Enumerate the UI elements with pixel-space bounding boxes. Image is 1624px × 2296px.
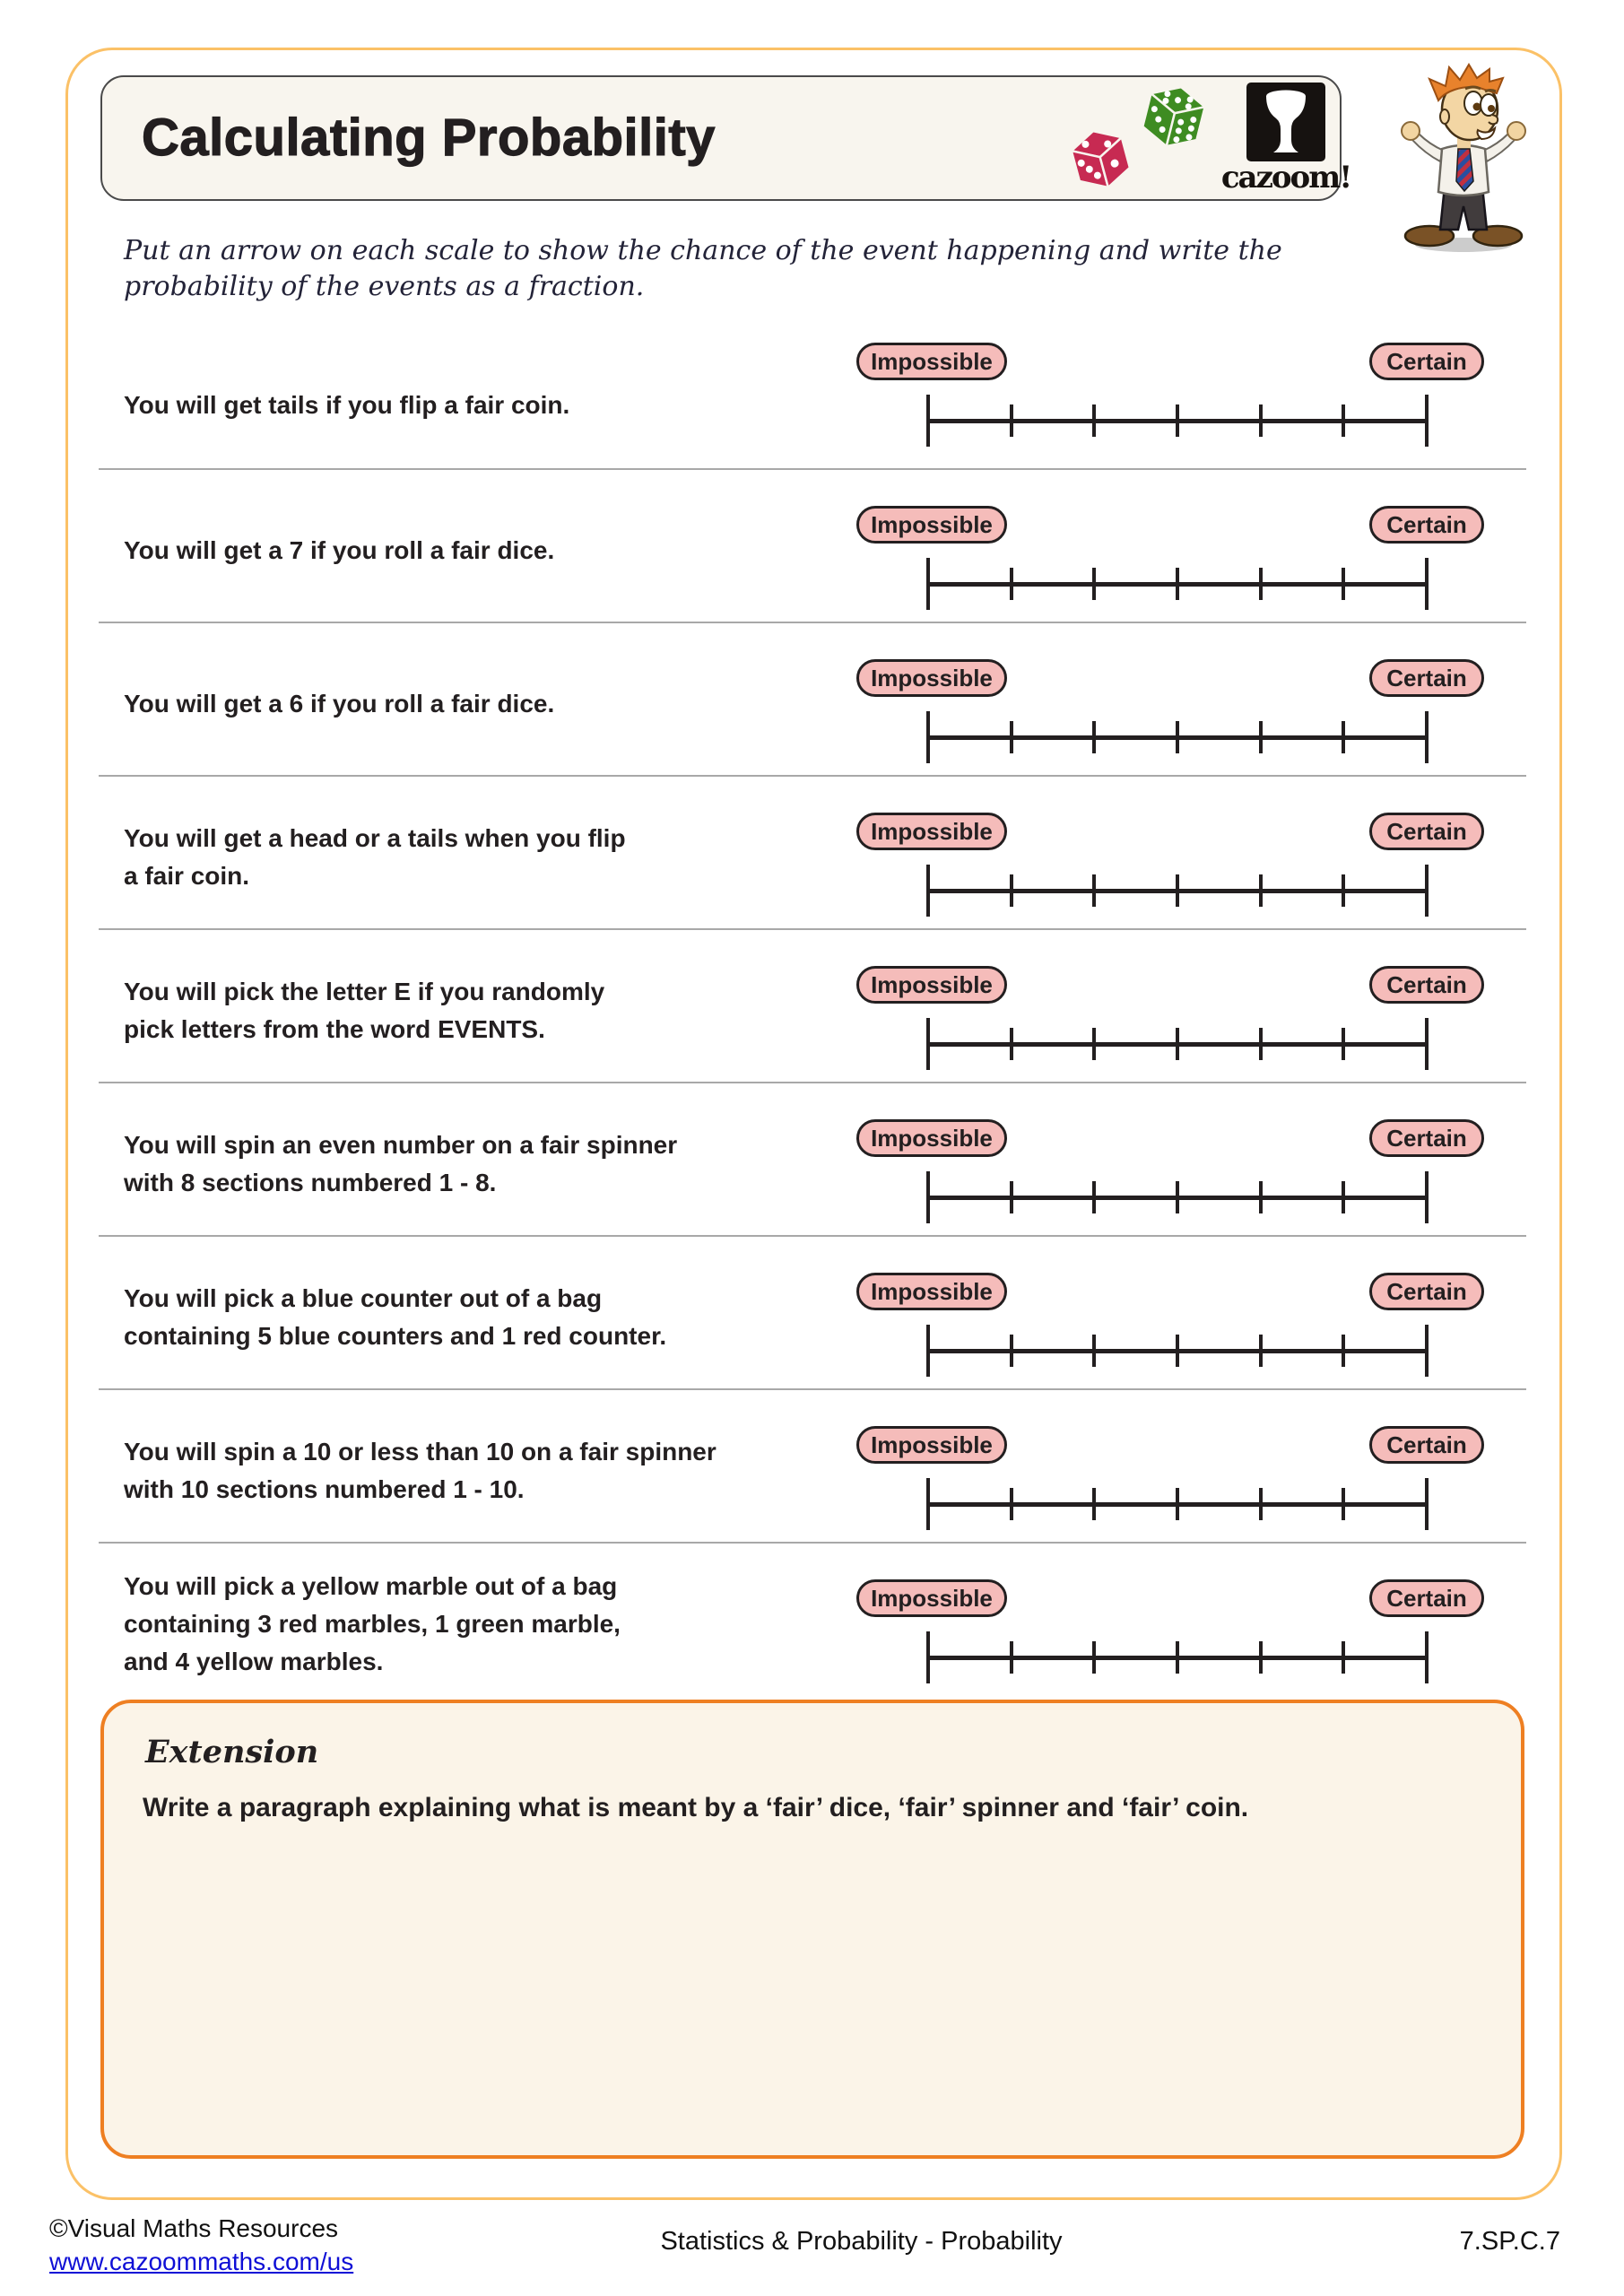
scale-track[interactable] xyxy=(926,558,1429,610)
probability-scale xyxy=(856,966,1484,1070)
scale-tick xyxy=(926,1018,930,1070)
scale-tick xyxy=(1092,874,1096,907)
scale-tick xyxy=(1259,1028,1263,1060)
scale-tick xyxy=(926,865,930,917)
question-line: containing 5 blue counters and 1 red counter. xyxy=(124,1321,667,1350)
footer-topic: Statistics & Probability - Probability xyxy=(660,2227,1063,2256)
question-text xyxy=(124,777,823,928)
scale-tick xyxy=(1092,1181,1096,1213)
probability-scale xyxy=(856,343,1484,447)
question-line: a fair coin. xyxy=(124,861,250,890)
question-list xyxy=(99,334,1526,1695)
scale-tick xyxy=(926,395,930,447)
question-line: You will pick a yellow marble out of a bag xyxy=(124,1571,618,1600)
certain-label: Certain xyxy=(1369,1426,1484,1464)
certain-label: Certain xyxy=(1369,343,1484,380)
extension-heading: Extension xyxy=(145,1734,319,1770)
impossible-label: Impossible xyxy=(856,966,1007,1004)
instructions-line-1: Put an arrow on each scale to show the chance of the event happening and write the xyxy=(124,235,1282,266)
title-box xyxy=(100,75,1351,201)
probability-scale xyxy=(856,1119,1484,1223)
scale-tick xyxy=(1092,1335,1096,1367)
scale-tick xyxy=(1259,404,1263,437)
cazoom-logo xyxy=(1220,83,1351,196)
question-text xyxy=(124,1544,823,1695)
scale-tick xyxy=(1259,1335,1263,1367)
instructions-line-2: probability of the events as a fraction. xyxy=(124,271,645,302)
certain-label: Certain xyxy=(1369,1579,1484,1617)
scale-tick xyxy=(1010,1335,1013,1367)
scale-tick xyxy=(1176,874,1179,907)
scale-tick xyxy=(1010,721,1013,753)
scale-tick xyxy=(1176,721,1179,753)
scale-tick xyxy=(1259,874,1263,907)
certain-label: Certain xyxy=(1369,506,1484,544)
scale-tick xyxy=(1342,1181,1345,1213)
scale-tick xyxy=(1342,1488,1345,1520)
green-die-icon xyxy=(1133,81,1212,160)
question-line: You will get a 7 if you roll a fair dice. xyxy=(124,535,555,564)
scale-track[interactable] xyxy=(926,1325,1429,1377)
question-line: and 4 yellow marbles. xyxy=(124,1647,384,1675)
scale-track[interactable] xyxy=(926,1171,1429,1223)
scale-tick xyxy=(1092,568,1096,600)
scale-tick xyxy=(1092,1028,1096,1060)
question-line: You will pick the letter E if you randomly xyxy=(124,977,605,1005)
scale-tick xyxy=(1010,1488,1013,1520)
question-row-1 xyxy=(99,334,1526,470)
standard-code: 7.SP.C.7 xyxy=(1459,2227,1560,2256)
scale-tick xyxy=(1176,1641,1179,1674)
certain-label: Certain xyxy=(1369,966,1484,1004)
scale-tick xyxy=(1176,404,1179,437)
red-die-icon xyxy=(1064,124,1140,200)
question-line: You will get a head or a tails when you flip xyxy=(124,823,626,852)
cazoom-drum-icon xyxy=(1246,83,1325,161)
scale-tick xyxy=(1176,568,1179,600)
question-text xyxy=(124,1083,823,1235)
scale-tick xyxy=(1342,1641,1345,1674)
scale-track[interactable] xyxy=(926,1631,1429,1683)
scale-tick xyxy=(1425,1478,1429,1530)
certain-label: Certain xyxy=(1369,1273,1484,1310)
question-line: You will get tails if you flip a fair coin. xyxy=(124,391,570,419)
mascot-character xyxy=(1395,63,1532,256)
scale-tick xyxy=(1342,568,1345,600)
question-line: containing 3 red marbles, 1 green marble, xyxy=(124,1609,621,1638)
scale-tick xyxy=(1176,1028,1179,1060)
question-row-6 xyxy=(99,1083,1526,1237)
scale-tick xyxy=(1425,1325,1429,1377)
scale-tick xyxy=(1092,721,1096,753)
question-text xyxy=(124,1237,823,1388)
cazoom-logo-text: cazoom! xyxy=(1220,160,1351,196)
question-line: You will spin an even number on a fair spinner xyxy=(124,1130,678,1159)
question-row-4 xyxy=(99,777,1526,930)
scale-tick xyxy=(926,1478,930,1530)
question-row-8 xyxy=(99,1390,1526,1544)
question-text xyxy=(124,334,823,468)
question-line: with 10 sections numbered 1 - 10. xyxy=(124,1474,525,1503)
question-line: You will get a 6 if you roll a fair dice. xyxy=(124,689,555,718)
scale-tick xyxy=(1425,1631,1429,1683)
copyright-text: ©Visual Maths Resources xyxy=(49,2214,339,2242)
question-row-3 xyxy=(99,623,1526,777)
question-row-9 xyxy=(99,1544,1526,1695)
extension-task-text: Write a paragraph explaining what is meant by a ‘fair’ dice, ‘fair’ spinner and ‘fair’ coin. xyxy=(143,1793,1249,1822)
scale-tick xyxy=(1425,711,1429,763)
scale-tick xyxy=(1259,1641,1263,1674)
scale-track[interactable] xyxy=(926,865,1429,917)
scale-tick xyxy=(1259,721,1263,753)
scale-tick xyxy=(926,1325,930,1377)
scale-track[interactable] xyxy=(926,395,1429,447)
scale-tick xyxy=(1425,1171,1429,1223)
probability-scale xyxy=(856,659,1484,763)
scale-tick xyxy=(926,1631,930,1683)
impossible-label: Impossible xyxy=(856,1426,1007,1464)
scale-tick xyxy=(1342,721,1345,753)
scale-tick xyxy=(1092,1488,1096,1520)
impossible-label: Impossible xyxy=(856,659,1007,697)
probability-scale xyxy=(856,1426,1484,1530)
probability-scale xyxy=(856,506,1484,610)
question-line: pick letters from the word EVENTS. xyxy=(124,1014,545,1043)
impossible-label: Impossible xyxy=(856,1579,1007,1617)
scale-tick xyxy=(1176,1335,1179,1367)
scale-tick xyxy=(926,558,930,610)
question-row-5 xyxy=(99,930,1526,1083)
question-text xyxy=(124,470,823,622)
question-line: You will spin a 10 or less than 10 on a fair spinner xyxy=(124,1437,716,1465)
website-link[interactable]: www.cazoommaths.com/us xyxy=(49,2248,354,2275)
scale-tick xyxy=(1342,1335,1345,1367)
scale-track[interactable] xyxy=(926,1018,1429,1070)
scale-tick xyxy=(1342,404,1345,437)
certain-label: Certain xyxy=(1369,1119,1484,1157)
instructions xyxy=(124,233,1282,305)
scale-tick xyxy=(1092,404,1096,437)
impossible-label: Impossible xyxy=(856,1119,1007,1157)
question-row-2 xyxy=(99,470,1526,623)
impossible-label: Impossible xyxy=(856,813,1007,850)
certain-label: Certain xyxy=(1369,813,1484,850)
question-text xyxy=(124,623,823,775)
question-text xyxy=(124,1390,823,1542)
question-line: with 8 sections numbered 1 - 8. xyxy=(124,1168,497,1196)
page-title: Calculating Probability xyxy=(142,109,716,167)
scale-tick xyxy=(1342,1028,1345,1060)
impossible-label: Impossible xyxy=(856,343,1007,380)
scale-track[interactable] xyxy=(926,1478,1429,1530)
question-line: You will pick a blue counter out of a bag xyxy=(124,1283,603,1312)
question-text xyxy=(124,930,823,1082)
scale-tick xyxy=(1010,404,1013,437)
scale-tick xyxy=(1176,1488,1179,1520)
scale-tick xyxy=(1010,1181,1013,1213)
scale-tick xyxy=(1176,1181,1179,1213)
scale-tick xyxy=(926,711,930,763)
probability-scale xyxy=(856,1579,1484,1683)
impossible-label: Impossible xyxy=(856,506,1007,544)
scale-tick xyxy=(1425,395,1429,447)
scale-tick xyxy=(1425,865,1429,917)
scale-tick xyxy=(1259,1181,1263,1213)
certain-label: Certain xyxy=(1369,659,1484,697)
question-row-7 xyxy=(99,1237,1526,1390)
extension-box xyxy=(100,1700,1524,2159)
scale-tick xyxy=(1010,1641,1013,1674)
scale-tick xyxy=(1010,1028,1013,1060)
scale-tick xyxy=(1010,568,1013,600)
scale-tick xyxy=(926,1171,930,1223)
scale-tick xyxy=(1342,874,1345,907)
probability-scale xyxy=(856,1273,1484,1377)
scale-tick xyxy=(1259,1488,1263,1520)
scale-tick xyxy=(1092,1641,1096,1674)
scale-tick xyxy=(1010,874,1013,907)
impossible-label: Impossible xyxy=(856,1273,1007,1310)
scale-tick xyxy=(1425,1018,1429,1070)
probability-scale xyxy=(856,813,1484,917)
scale-track[interactable] xyxy=(926,711,1429,763)
scale-tick xyxy=(1259,568,1263,600)
scale-tick xyxy=(1425,558,1429,610)
